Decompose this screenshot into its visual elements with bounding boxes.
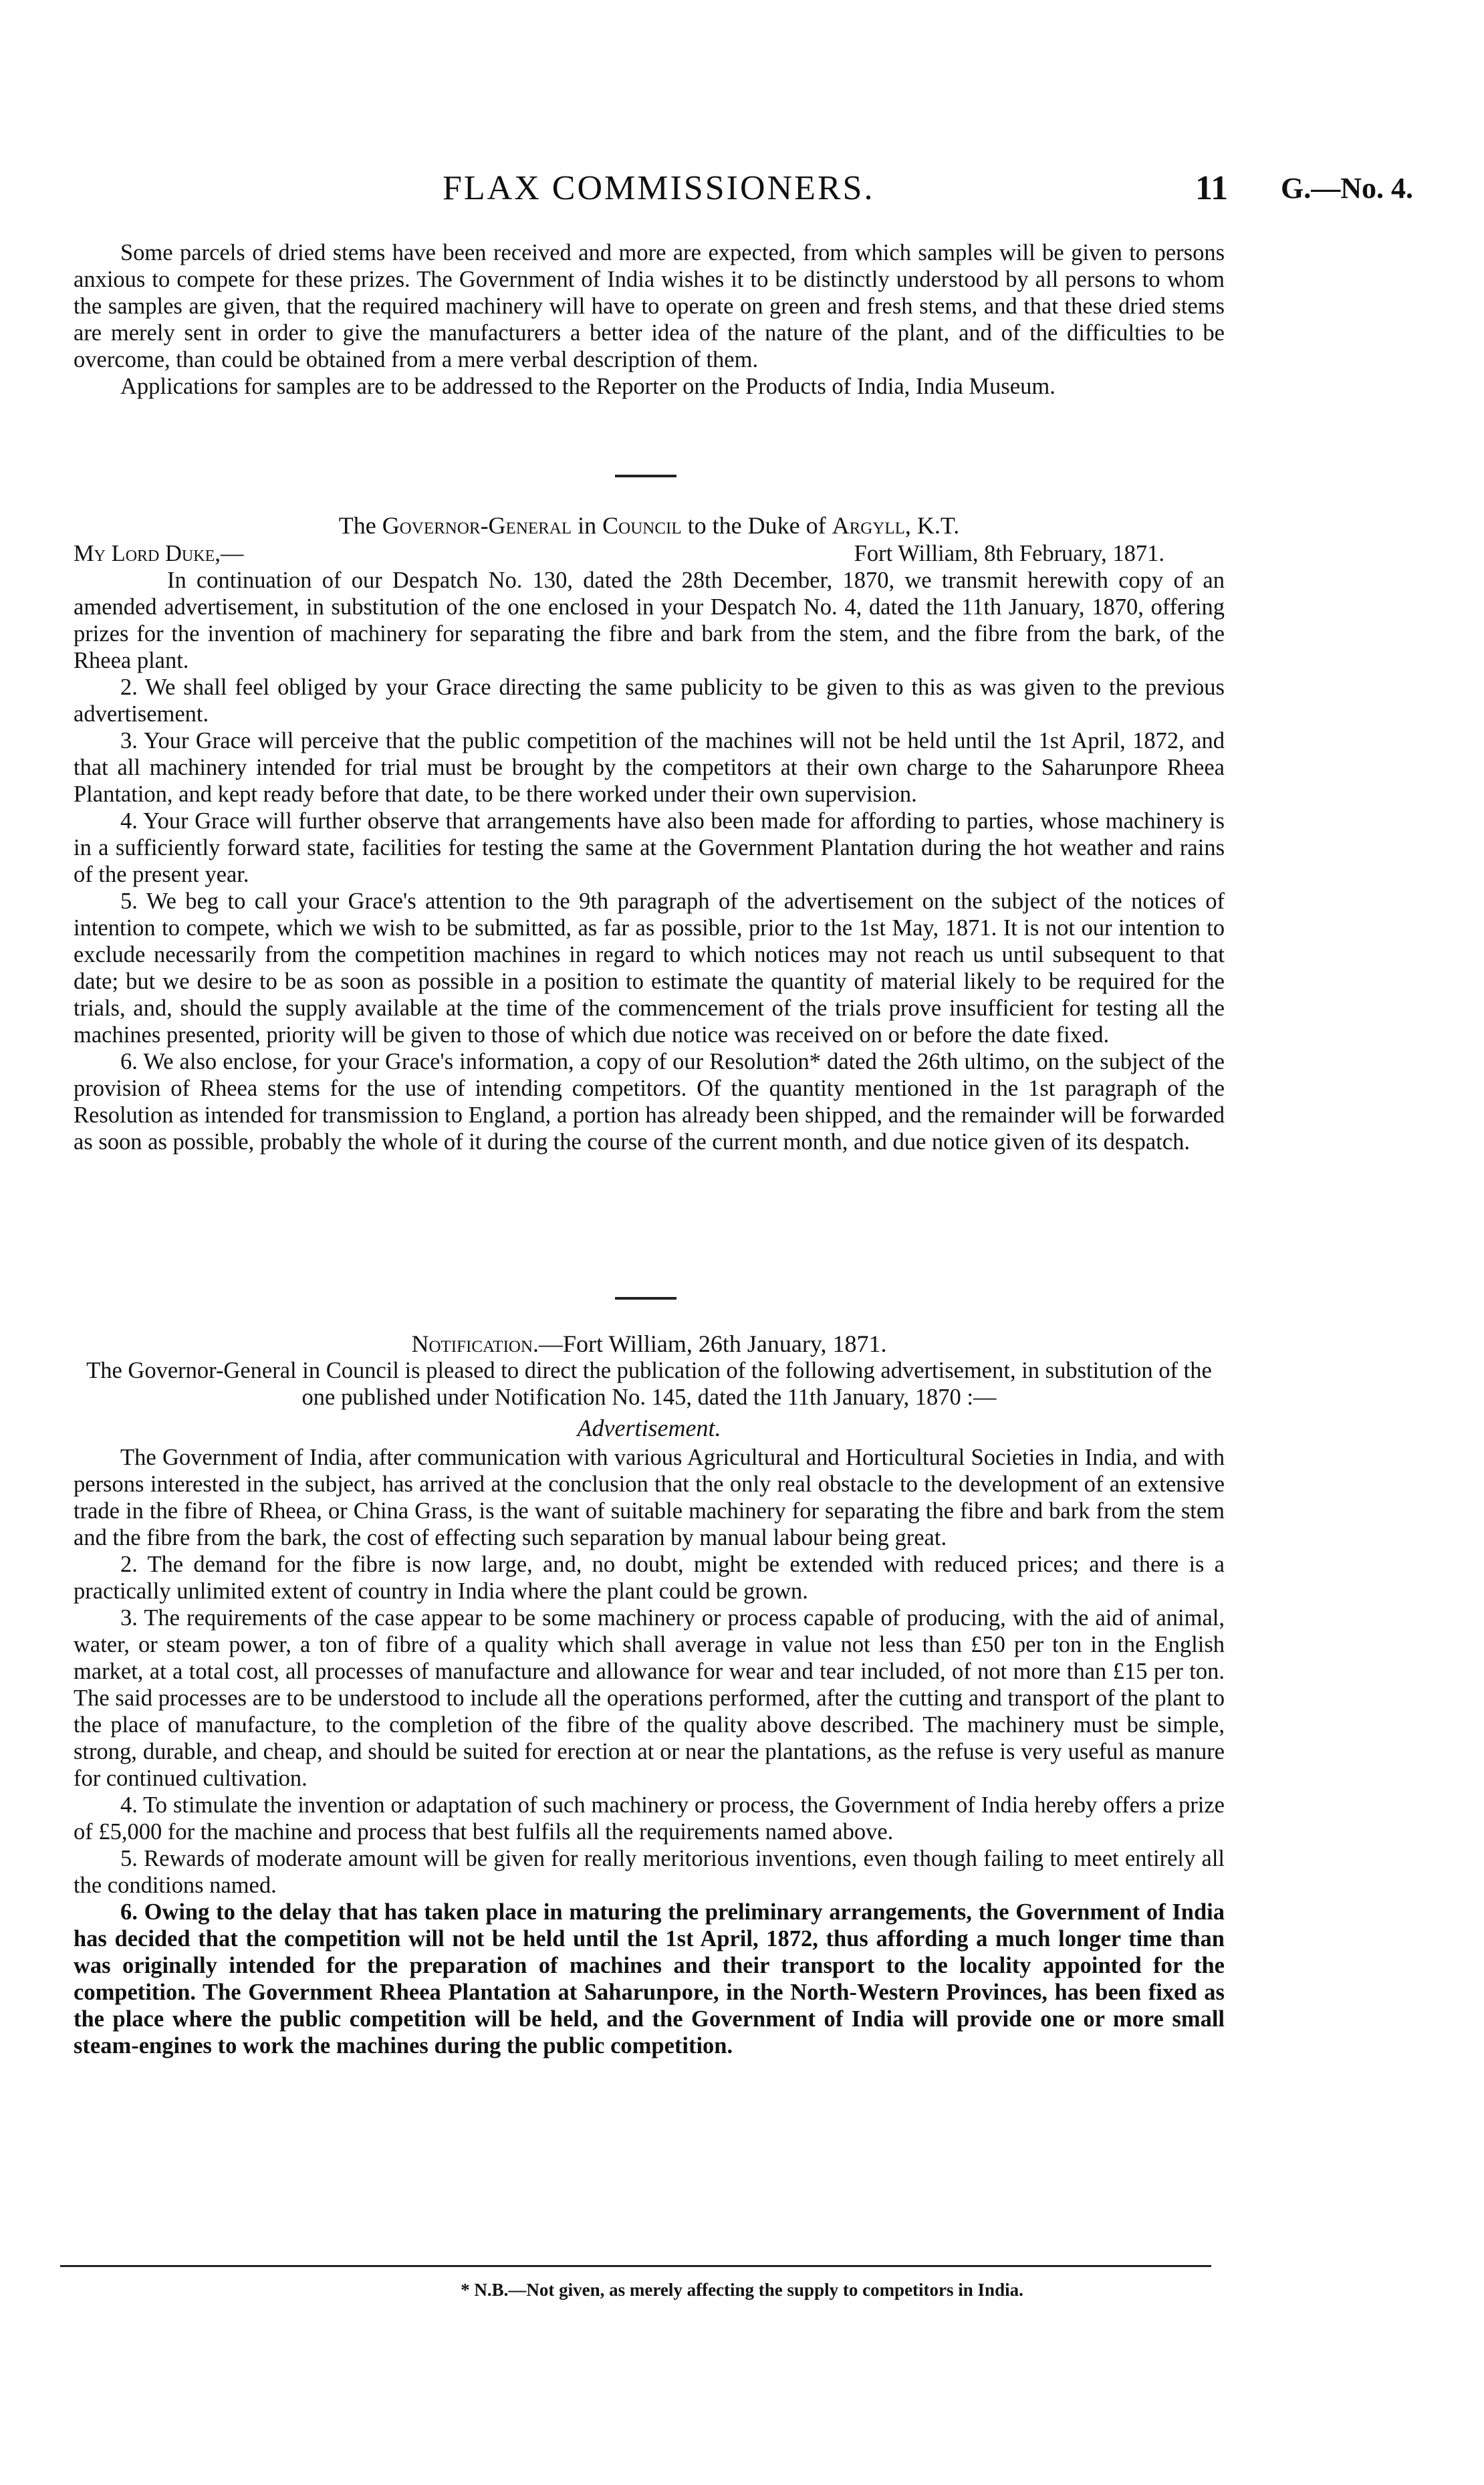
despatch-paragraph-3: 3. Your Grace will perceive that the public competition of the machines will not be held until the 1st April, 1872, and that all machinery intended for trial must be brought by the competitors at their own charge to the Saharunpore Rheea Plantation, and kept ready before that date, to be there worked under their own supervision. <box>74 728 1225 807</box>
despatch-section <box>74 512 1225 1155</box>
advertisement-paragraph-2: 2. The demand for the fibre is now large, and, no doubt, might be extended with reduced prices; and there is a practically unlimited extent of country in India where the plant could be grown. <box>74 1552 1225 1604</box>
section-divider <box>615 1297 676 1300</box>
section-divider <box>615 475 676 477</box>
advertisement-paragraph-1: The Government of India, after communication with various Agricultural and Horticultural Societies in India, and with persons interested in the subject, has arrived at the conclusion that the only real obstacle to the development of an extensive trade in the fibre of Rheea, or China Grass, is the want of suitable machinery for separating the fibre and bark from the stem and the fibre from the bark, the cost of effecting such separation by manual labour being great. <box>74 1445 1225 1550</box>
notification-heading: Notification.—Fort William, 26th January, 1871. <box>411 1330 887 1357</box>
salutation: My Lord Duke,— <box>74 541 244 566</box>
notification-intro: The Governor-General in Council is pleased to direct the publication of the following advertisement, in substitution of the one published under Notification No. 145, dated the 11th January, 1870 :— <box>86 1358 1212 1410</box>
despatch-paragraph-6: 6. We also enclose, for your Grace's information, a copy of our Resolution* dated the 26th ultimo, on the subject of the provision of Rheea stems for the use of intending competitors. Of the quantity mentioned in the 1st paragraph of the Resolution as intended for transmission to England, a portion has already been shipped, and the remainder will be forwarded as soon as possible, probably the whole of it during the course of the current month, and due notice given of its despatch. <box>74 1049 1225 1155</box>
intro-paragraph-2: Applications for samples are to be addressed to the Reporter on the Products of India, India Museum. <box>120 374 1056 399</box>
advertisement-paragraph-6: 6. Owing to the delay that has taken place in maturing the preliminary arrangements, the Government of India has decided that the competition will not be held until the 1st April, 1872, thus affording a much longer time than was originally intended for the preparation of machines and their transport to the locality appointed for the competition. The Government Rheea Plantation at Saharunpore, in the North-Western Provinces, has been fixed as the place where the public competition will be held, and the Government of India will provide one or more small steam-engines to work the machines during the public competition. <box>74 1899 1225 2058</box>
despatch-paragraph-5: 5. We beg to call your Grace's attention to the 9th paragraph of the advertisement on the subject of the notices of intention to compete, which we wish to be submitted, as far as possible, prior to the 1st May, 1871. It is not our intention to exclude necessarily from the competition machines in regard to which notices may not reach us until subsequent to that date; but we desire to be as soon as possible in a position to estimate the quantity of material likely to be required for the trials, and, should the supply available at the time of the commencement of the trials prove insufficient for testing all the machines presented, priority will be given to those of which due notice was received on or before the date fixed. <box>74 889 1225 1048</box>
advertisement-paragraph-5: 5. Rewards of moderate amount will be given for really meritorious inventions, even though failing to meet entirely all the conditions named. <box>74 1846 1225 1898</box>
running-title: FLAX COMMISSIONERS. <box>443 169 875 207</box>
despatch-heading: The Governor-General in Council to the Duke of Argyll, K.T. <box>338 512 960 539</box>
page-number: 11 <box>1195 169 1229 207</box>
advertisement-heading: Advertisement. <box>577 1415 721 1441</box>
place-date: Fort William, 8th February, 1871. <box>854 541 1164 566</box>
page-header <box>0 168 1484 215</box>
despatch-paragraph-1: In continuation of our Despatch No. 130, dated the 28th December, 1870, we transmit herewith copy of an amended advertisement, in substitution of the one enclosed in your Despatch No. 4, dated the 11th January, 1870, offering prizes for the invention of machinery for separating the fibre and bark from the stem, and the fibre from the bark, of the Rheea plant. <box>74 568 1225 673</box>
advertisement-paragraph-4: 4. To stimulate the invention or adaptation of such machinery or process, the Government of India hereby offers a prize of £5,000 for the machine and process that best fulfils all the requirements named above. <box>74 1792 1225 1845</box>
despatch-paragraph-4: 4. Your Grace will further observe that arrangements have also been made for affording to parties, whose machinery is in a sufficiently forward state, facilities for testing the same at the Government Plantation during the hot weather and rains of the present year. <box>74 808 1225 887</box>
intro-paragraph-1: Some parcels of dried stems have been received and more are expected, from which samples will be given to persons anxious to compete for these prizes. The Government of India wishes it to be distinctly understood by all persons to whom the samples are given, that the required machinery will have to operate on green and fresh stems, and that these dried stems are merely sent in order to give the manufacturers a better idea of the nature of the plant, and of the difficulties to be overcome, than could be obtained from a mere verbal description of them. <box>74 240 1225 372</box>
intro-section <box>74 239 1225 400</box>
despatch-paragraph-2: 2. We shall feel obliged by your Grace directing the same publicity to be given to this as was given to the previous advertisement. <box>74 675 1225 727</box>
notification-section <box>74 1330 1225 2059</box>
footnote: * N.B.—Not given, as merely affecting the supply to competitors in India. <box>461 2280 1023 2300</box>
salutation-row <box>74 540 1225 567</box>
footnote-rule <box>60 2265 1211 2267</box>
advertisement-paragraph-3: 3. The requirements of the case appear to be some machinery or process capable of producing, with the aid of animal, water, or steam power, a ton of fibre of a quality which shall average in value not less than £50 per ton in the English market, at a total cost, all processes of manufacture and allowance for wear and tear included, of not more than £15 per ton. The said processes are to be understood to include all the operations performed, after the cutting and transport of the plant to the place of manufacture, to the completion of the fibre of the quality above described. The machinery must be simple, strong, durable, and cheap, and should be suited for erection at or near the plantations, as the refuse is very useful as manure for continued cultivation. <box>74 1605 1225 1791</box>
document-reference: G.—No. 4. <box>1281 172 1413 205</box>
